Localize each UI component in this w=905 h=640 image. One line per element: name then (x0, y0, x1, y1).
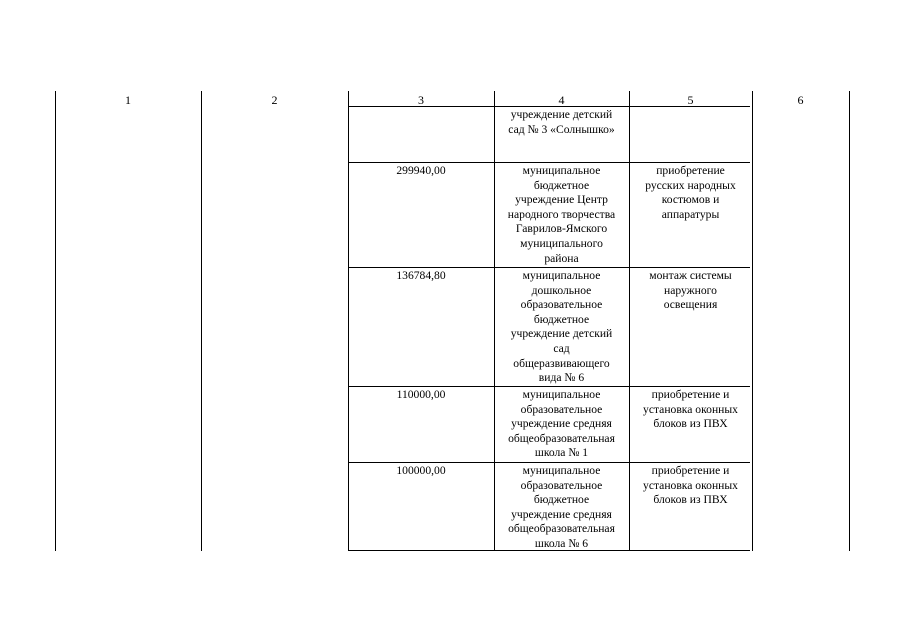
col-border-left (55, 91, 56, 551)
column-header-5: 5 (687, 93, 694, 107)
row-4-org: муниципальное образовательное бюджетное учреждение средняя общеобразовательная школа № 6 (508, 464, 615, 550)
row-4-amount: 100000,00 (396, 464, 446, 477)
row-3-purpose: приобретение и установка оконных блоков из ПВХ (643, 388, 738, 431)
col-border-5-6 (752, 91, 753, 551)
row-border-1 (348, 162, 750, 163)
column-header-4: 4 (558, 93, 565, 107)
row-border-4 (348, 462, 750, 463)
row-border-2 (348, 267, 750, 268)
row-3-org: муниципальное образовательное учреждение средняя общеобразовательная школа № 1 (508, 388, 615, 460)
row-1-amount: 299940,00 (396, 164, 446, 177)
col-border-right (849, 91, 850, 551)
row-1-org: муниципальное бюджетное учреждение Центр народного творчества Гаврилов-Ямского муниципального района (507, 164, 616, 265)
column-header-6: 6 (797, 93, 804, 107)
row-2-purpose: монтаж системы наружного освещения (649, 269, 732, 312)
row-3-amount: 110000,00 (396, 388, 446, 401)
column-header-1: 1 (125, 93, 131, 107)
row-1-purpose: приобретение русских народных костюмов и аппаратуры (645, 164, 736, 221)
row-border-3 (348, 386, 750, 387)
col-border-1-2 (201, 91, 202, 551)
row-2-amount: 136784,80 (396, 269, 446, 282)
row-4-purpose: приобретение и установка оконных блоков из ПВХ (643, 464, 738, 507)
row-0-org: учреждение детский сад № 3 «Солнышко» (508, 108, 615, 136)
col-border-2-3 (348, 91, 349, 551)
column-header-2: 2 (271, 93, 278, 107)
row-2-org: муниципальное дошкольное образовательное бюджетное учреждение детский сад общеразвивающего вида № 6 (510, 269, 613, 385)
column-header-3: 3 (418, 93, 424, 107)
